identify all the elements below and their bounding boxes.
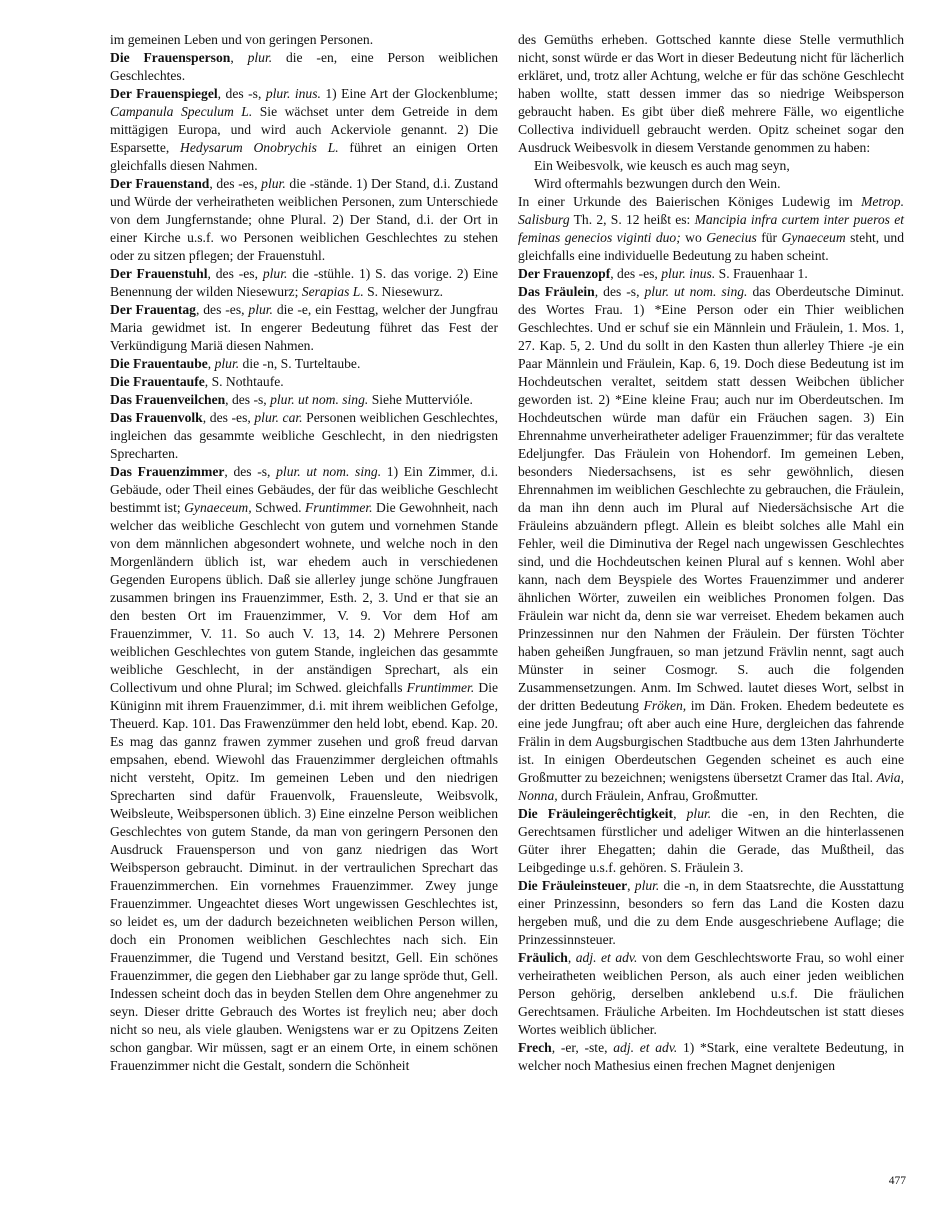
headword: Der Frauenspiegel — [110, 86, 218, 101]
dictionary-entry — [110, 355, 498, 373]
headword: Fräulich — [518, 950, 568, 965]
dictionary-entry — [518, 265, 904, 283]
italic-text: plur. ut nom. sing. — [270, 392, 369, 407]
dictionary-entry — [518, 31, 904, 157]
entry-text: führet an einigen Orten gleichfalls diesen Nahmen. — [110, 140, 498, 173]
italic-text: plur. — [634, 878, 660, 893]
italic-text: Genecius — [706, 230, 757, 245]
dictionary-entry — [110, 31, 498, 49]
italic-text: Hedysarum Onobrychis L. — [180, 140, 339, 155]
entry-text: S. Frauenhaar 1. — [715, 266, 808, 281]
dictionary-entry — [518, 805, 904, 877]
entry-text: , des -es, — [195, 302, 249, 317]
entry-text: , -er, -ste, — [551, 1040, 614, 1055]
dictionary-entry — [110, 85, 498, 175]
italic-text: Serapias L. — [301, 284, 364, 299]
entry-text: im Dän. Froken. Ehedem bedeutete es eine jede Jungfrau; oft aber auch eine Hure, dergleichen das fahrende Frälin in dem Augsburgischen Stadtbuche aus dem 13ten Jahrhunderte ist. In einigen Oberdeutschen Gegenden scheinet es auch eine Großmutter zu bezeichnen; wenigstens übersetzt Cramer das Ital. — [518, 698, 905, 785]
entry-text: , — [673, 806, 687, 821]
italic-text: Campanula Speculum L. — [110, 104, 253, 119]
headword: Der Frauenstuhl — [110, 266, 208, 281]
italic-text: Fruntimmer. — [304, 500, 373, 515]
entry-text: die -en, in den Rechten, die Gerechtsamen fürstlicher und adeliger Witwen an die hinterlassenen Güter ihrer Ehegatten; dahin die Gerade, das Mußtheil, das Leibgedinge u.s.f. gehören. S. Fräulein 3. — [518, 806, 905, 875]
entry-text: , des -es, — [202, 410, 255, 425]
entry-text: 1) Ein Zimmer, d.i. Gebäude, oder Theil eines Gebäudes, der für das weibliche Geschlecht bestimmt ist; — [110, 464, 498, 515]
entry-text: die -n, S. Turteltaube. — [239, 356, 361, 371]
entry-text: Die Küniginn mit ihrem Frauenzimmer, d.i. mit ihrem weiblichen Gefolge, Theuerd. Kap. 101. Das Frawenzümmer den held lobt, ebend. Kap. 20. Es mag das gannz frawen zymmer zusehen und groß freud darvan empsahen, ebend. Wiewohl das Frauenzimmer dergleichen oftmahls nicht versteht, Opitz. Im gemeinen Leben und den niedrigen Sprecharten sind dafür Frauenvolk, Frauensleute, Weibsvolk, Weibsleute, Weibspersonen üblich. 3) Eine einzelne Person weiblichen Geschlechtes von gutem Stande, da man von geringern Personen den Ausdruck Frauensperson und von ganz niedrigen das Wort Weibsperson gebraucht. Diminut. in der vertraulichen Sprechart das Frauenzimmerchen. Ein vornehmes Frauenzimmer. Zwey junge Frauenzimmer. Ungeachtet dieses Wort ungewissen Geschlechtes ist, so leidet es, um der dadurch bezeichneten weiblichen Person willen, doch ein Pronomen weiblichen Geschlechtes nach sich. Ein Frauenzimmer, die Tugend und Verstand besitzt, Gell. Ein schönes Frauenzimmer, die gegen den Liebhaber gar zu lange spröde thut, Gell. Indessen scheint doch das in beyden Stellen dem Ohre angenehmer zu seyn. Dieser dritte Gebrauch des Wortes ist freylich neu; aber doch nicht so neu, als viele glauben. Wenigstens war er zu Opitzens Zeiten schon gangbar. Wir müssen, sagt er an einem Orte, in einem schönen Frauenzimmer nicht die Gestalt, sondern die Schönheit — [110, 680, 498, 1073]
entry-text: , — [567, 950, 576, 965]
entry-text: des Gemüths erheben. Gottsched kannte diese Stelle vermuthlich nicht, sonst würde er das Wort in dieser Bedeutung nicht für lächerlich erkläret, und, trotz aller Achtung, welche er für das schöne Geschlecht haben wollte, statt dessen immer das so niedrige Weibsperson gebraucht haben. Es gibt über dieß mehrere Fälle, wo eigentliche Collectiva individuell gebraucht werden. Opitz scheinet sogar den Ausdruck Weibesvolk in diesem Verstande genommen zu haben: — [518, 32, 904, 155]
headword: Frech — [518, 1040, 552, 1055]
verse-line — [518, 175, 904, 193]
dictionary-entry — [110, 409, 498, 463]
italic-text: plur. car. — [254, 410, 303, 425]
headword: Das Fräulein — [518, 284, 595, 299]
italic-text: plur. inus. — [661, 266, 716, 281]
dictionary-entry — [518, 949, 904, 1039]
dictionary-entry — [518, 193, 904, 265]
entry-text: durch Fräulein, Anfrau, Großmutter. — [557, 788, 759, 803]
italic-text: plur. inus. — [265, 86, 321, 101]
entry-text: wo — [680, 230, 707, 245]
italic-text: Metrop. Salisburg — [518, 194, 904, 227]
entry-text: , — [627, 878, 635, 893]
headword: Der Frauenzopf — [518, 266, 611, 281]
dictionary-entry — [518, 283, 904, 805]
entry-text: In einer Urkunde des Baierischen Königes Ludewig im — [518, 194, 862, 209]
italic-text: Gynaeceum — [781, 230, 846, 245]
entry-text: , des -es, — [610, 266, 662, 281]
right-column — [518, 31, 904, 1075]
entry-text: , des -s, — [217, 86, 266, 101]
entry-text: 1) Eine Art der Glockenblume; — [320, 86, 498, 101]
dictionary-entry — [110, 49, 498, 85]
italic-text: plur. — [686, 806, 712, 821]
left-column — [110, 31, 498, 1075]
entry-text: Wird oftermahls bezwungen durch den Wein. — [534, 176, 781, 191]
headword: Die Fräuleinsteuer — [518, 878, 628, 893]
entry-text: S. Niesewurz. — [363, 284, 443, 299]
dictionary-entry — [110, 265, 498, 301]
entry-text: Ein Weibesvolk, wie keusch es auch mag seyn, — [534, 158, 790, 173]
italic-text: Mancipia infra curtem inter pueros et feminas genecios viginti duo; — [518, 212, 905, 245]
entry-text: die -stühle. 1) S. das vorige. 2) Eine Benennung der wilden Niesewurz; — [110, 266, 498, 299]
page-number: 477 — [888, 1175, 906, 1187]
entry-text: , des -s, — [225, 392, 271, 407]
italic-text: plur. — [262, 266, 288, 281]
entry-text: Th. 2, S. 12 heißt es: — [569, 212, 695, 227]
entry-text: Schwed. — [251, 500, 305, 515]
headword: Der Frauenstand — [110, 176, 210, 191]
entry-text: Sie wächset unter dem Getreide in dem mittägigen Europa, und wird auch Ackerviole genannt. 2) Die Esparsette, — [110, 104, 498, 155]
italic-text: plur. — [261, 176, 286, 191]
entry-text: die -en, eine Person weiblichen Geschlechtes. — [110, 50, 499, 83]
entry-text: , — [230, 50, 248, 65]
entry-text: , des -es, — [207, 266, 263, 281]
italic-text: plur. ut nom. sing. — [644, 284, 748, 299]
dictionary-entry — [110, 301, 498, 355]
entry-text: Die Gewohnheit, nach welcher das weibliche Geschlecht von gutem und vornehmen Stande von dem männlichen abgesondert wohnete, und welche noch in den Morgenländern üblich ist, war ehedem auch in verschiedenen Gegenden Europens üblich. Daß sie allerley junge schöne Jungfrauen zusammen bringen ins Frauenzimmer, Esth. 2, 3. Und er that sie an den besten Ort im Frauenzimmer, V. 9. Vor dem Hof am Frauenzimmer, V. 11. So auch V. 13, 14. 2) Mehrere Personen weiblichen Geschlechtes von gutem Stande, ingleichen das gesammte weibliche Geschlecht, in der anständigen Sprechart, als ein Collectivum und ohne Plural; im Schwed. gleichfalls — [110, 500, 499, 695]
entry-text: das Oberdeutsche Diminut. des Wortes Frau. 1) *Eine Person oder ein Thier weiblichen Geschlechtes. Und er schuf sie ein Männlein und Fräulein, 1. Mos. 1, 27. Kap. 5, 2. Und du sollt in den Kasten thun allerley Thiere -je ein Paar Männlein und Fräulein, Kap. 6, 19. Doch diese Bedeutung ist im Hochdeutschen veraltet, seitdem statt dessen Weibchen üblicher geworden ist. 2) *Eine kleine Frau; auch nur im Oberdeutschen. Im Hochdeutschen würde man dafür ein Fräuchen sagen. 3) Ein Ehrennahme unverheiratheter adeliger Frauenzimmer; für das veraltete Edeljungfer. Das Fräulein von Hohendorf. Im gemeinen Leben, besonders Niedersachsens, ist es sehr gewöhnlich, diesen Ehrennahmen im weiblichen Geschlechte zu gebrauchen, die Fräulein, da man ihn denn auch im Plural auf Niedersächsische Art die Fräuleins abzuändern pflegt. Allein es bleibt solches alle Mahl ein Fehler, weil die Diminutiva der Regel nach ungewissen Geschlechtes sind, und die Hochdeutschen keinen Plural auf s kennen. Wohl aber kann, nach dem Beyspiele des Wortes Frauenzimmer und anderer ähnlichen Wörter, zuweilen ein weibliches Pronomen folgen. Das Fräulein war nicht da, denn sie war verreiset. Ehedem bekamen auch Prinzessinnen nur den Nahmen der Fräulein. Der fürsten Töchter haben geheißen Jungfrauen, so man jetzund Frävlin nennt, sagt auch Münster in seiner Cosmogr. S. auch die folgenden Zusammensetzungen. Anm. Im Schwed. lautet dieses Wort, selbst in der dritten Bedeutung — [518, 284, 904, 713]
headword: Der Frauentag — [110, 302, 196, 317]
entry-text: die -stände. 1) Der Stand, d.i. Zustand und Würde der verheiratheten weiblichen Personen, zum Unterschiede von dem Jungfernstande; ohne Plural. 2) Der Stand, d.i. der Ort in einer Kirche u.s.f. wo Personen weiblichen Geschlechtes zu stehen oder zu sitzen pflegen; der Frauenstuhl. — [110, 176, 499, 263]
italic-text: plur. ut nom. sing. — [276, 464, 382, 479]
headword: Das Frauenvolk — [110, 410, 203, 425]
entry-text: von dem Geschlechtsworte Frau, so wohl einer verheiratheten weiblichen Person, als auch einer jeden weiblichen Person gehörig, derselben anklebend u.s.f. Die fräulichen Gerechtsamen. Fräuliche Arbeiten. Im Hochdeutschen ist statt dieses Wortes weiblich üblicher. — [518, 950, 904, 1037]
italic-text: Fröken, — [643, 698, 687, 713]
entry-text: 1) *Stark, eine veraltete Bedeutung, in welcher noch Mathesius einen frechen Magnet denjenigen — [518, 1040, 904, 1073]
headword: Die Frauensperson — [110, 50, 231, 65]
headword: Das Frauenveilchen — [110, 392, 226, 407]
entry-text: , — [207, 356, 215, 371]
italic-text: adj. et adv. — [575, 950, 638, 965]
entry-text: , des -s, — [594, 284, 645, 299]
dictionary-entry — [110, 175, 498, 265]
headword: Das Frauenzimmer — [110, 464, 225, 479]
dictionary-entry — [518, 1039, 904, 1075]
headword: Die Fräuleingerêchtigkeit — [518, 806, 674, 821]
verse-line — [518, 157, 904, 175]
entry-text: die -n, in dem Staatsrechte, die Ausstattung einer Prinzessinn, besonders so fern das Land die Kosten dazu hergeben muß, und die zu dem Ende ausgeschriebene Auflage; die Prinzessinnsteuer. — [518, 878, 904, 947]
italic-text: plur. — [247, 50, 273, 65]
dictionary-entry — [110, 463, 498, 1075]
dictionary-entry — [110, 373, 498, 391]
entry-text: Personen weiblichen Geschlechtes, ingleichen das gesammte weibliche Geschlecht, in den niedrigsten Sprecharten. — [110, 410, 498, 461]
italic-text: Avia, Nonna, — [518, 770, 904, 803]
italic-text: plur. — [248, 302, 273, 317]
dictionary-entry — [110, 391, 498, 409]
headword: Die Frauentaufe — [110, 374, 205, 389]
entry-text: steht, und gleichfalls eine individuelle Bedeutung zu haben scheint. — [518, 230, 904, 263]
entry-text: für — [756, 230, 782, 245]
dictionary-entry — [518, 877, 904, 949]
entry-text: die -e, ein Festtag, welcher der Jungfrau Maria gewidmet ist. In engerer Bedeutung führet das Fest der Verkündigung Mariä diesen Nahmen. — [110, 302, 498, 353]
entry-text: , des -es, — [209, 176, 262, 191]
entry-text: , des -s, — [224, 464, 277, 479]
italic-text: plur. — [214, 356, 240, 371]
entry-text: im gemeinen Leben und von geringen Personen. — [110, 32, 374, 47]
italic-text: Gynaeceum, — [184, 500, 252, 515]
entry-text: Siehe Muttervióle. — [368, 392, 473, 407]
entry-text: , S. Nothtaufe. — [204, 374, 284, 389]
italic-text: Fruntimmer. — [406, 680, 475, 695]
italic-text: adj. et adv. — [613, 1040, 678, 1055]
headword: Die Frauentaube — [110, 356, 208, 371]
